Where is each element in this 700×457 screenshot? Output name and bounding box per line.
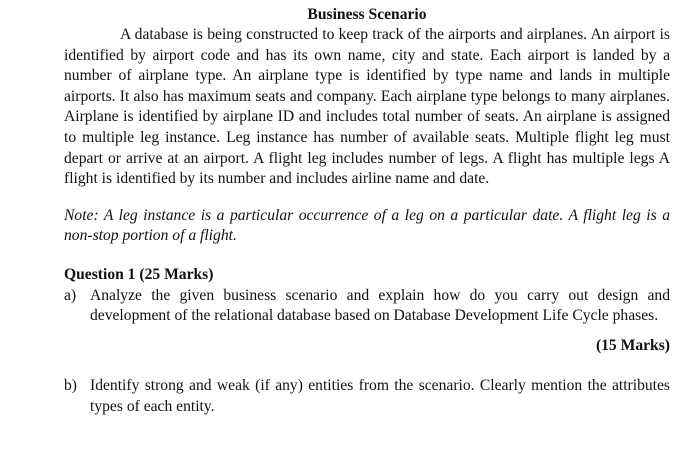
question-item-a [64,286,670,327]
document-page [64,5,670,418]
question-item-letter: b) [64,377,77,395]
marks-label: (15 Marks) [595,336,670,354]
question-item-letter: a) [64,286,77,304]
note-paragraph: Note: A leg instance is a particular occurrence of a leg on a particular date. A flight leg is a non-stop portion of a flight. [64,206,670,245]
question-item-text: Analyze the given business scenario and explain how do you carry out design and development of the relational database based on Database Development Life Cycle phases. [90,286,670,325]
scenario-paragraph: A database is being constructed to keep track of the airports and airplanes. An airport is identified by airport code and has its own name, city and state. Each airport is landed by a number of airplane type. An airplane type is identified by type name and lands in multiple airports. It also has maximum seats and company. Each airplane type belongs to many airplanes. Airplane is identified by airplane ID and includes total number of seats. An airplane is assigned to multiple leg instance. Leg instance has number of available seats. Multiple flight leg must depart or arrive at an airport. A flight leg includes number of legs. A flight has multiple legs A flight is identified by its number and includes airline name and date. [64,26,670,188]
question-heading: Question 1 (25 Marks) [64,265,214,283]
document-title: Business Scenario [307,6,427,23]
question-item-text: Identify strong and weak (if any) entities from the scenario. Clearly mention the attributes types of each entity. [90,377,670,415]
question-item-b [64,376,670,417]
